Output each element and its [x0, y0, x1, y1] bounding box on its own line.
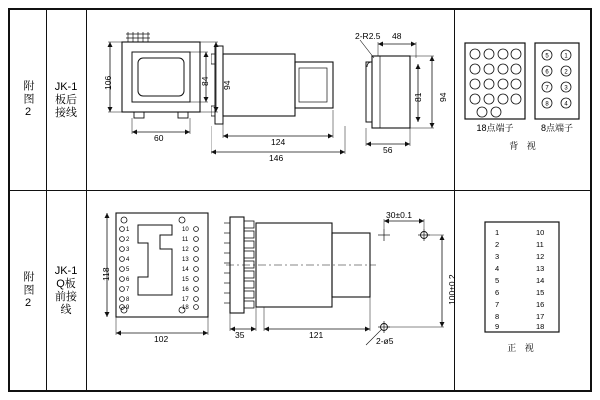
caption-front-view: 正 视: [507, 343, 537, 353]
svg-text:2: 2: [564, 69, 568, 76]
svg-text:3: 3: [126, 247, 130, 253]
svg-text:5: 5: [495, 276, 500, 285]
dim-118: 118: [101, 267, 111, 281]
svg-text:16: 16: [182, 287, 189, 293]
row1-name-text: JK-1板后接线: [54, 80, 78, 119]
svg-text:5: 5: [126, 267, 130, 273]
svg-text:15: 15: [182, 277, 189, 283]
svg-text:18: 18: [536, 322, 545, 331]
svg-text:2: 2: [126, 237, 130, 243]
svg-text:17: 17: [182, 297, 189, 303]
svg-text:7: 7: [495, 300, 500, 309]
svg-text:10: 10: [536, 228, 545, 237]
svg-text:1: 1: [564, 53, 568, 60]
row1-side-label: [10, 10, 46, 190]
svg-text:13: 13: [182, 257, 189, 263]
svg-text:17: 17: [536, 312, 545, 321]
svg-text:1: 1: [495, 228, 500, 237]
svg-text:7: 7: [545, 85, 549, 92]
svg-text:6: 6: [126, 277, 130, 283]
terminal-8-block: [534, 42, 580, 120]
svg-text:8: 8: [495, 312, 500, 321]
svg-text:14: 14: [536, 276, 545, 285]
svg-text:6: 6: [495, 288, 500, 297]
row2-side-label: [10, 191, 46, 390]
svg-text:8: 8: [545, 101, 549, 108]
svg-text:2: 2: [495, 240, 500, 249]
row2-side-label-text: 附图2: [22, 270, 34, 311]
svg-text:10: 10: [182, 227, 189, 233]
jk1q-front-view: [100, 205, 232, 355]
terminal-panel-front: [484, 221, 560, 333]
svg-text:4: 4: [564, 101, 568, 108]
svg-text:12: 12: [182, 247, 189, 253]
svg-text:13: 13: [536, 264, 545, 273]
dim-106: 106: [103, 75, 113, 90]
svg-text:6: 6: [545, 69, 549, 76]
dim-121: 121: [309, 330, 324, 340]
svg-text:5: 5: [545, 53, 549, 60]
dim-30: 30±0.1: [386, 210, 412, 220]
dim-94b: 94: [438, 92, 448, 102]
row1-name: [46, 10, 86, 190]
jk1-cutout-view: [355, 28, 454, 168]
svg-text:9: 9: [126, 305, 130, 311]
dim-100: 100±0.2: [447, 274, 457, 305]
row1-terminal-view: [454, 10, 590, 190]
dim-84: 84: [200, 76, 210, 86]
svg-text:4: 4: [495, 264, 500, 273]
svg-text:3: 3: [564, 85, 568, 92]
dim-102: 102: [154, 334, 169, 344]
label-18-terminals: 18点端子: [476, 123, 514, 133]
svg-text:7: 7: [126, 287, 130, 293]
row1-drawings: [86, 10, 454, 190]
dim-holes: 2-ø5: [376, 336, 394, 346]
svg-text:16: 16: [536, 300, 545, 309]
svg-text:8: 8: [126, 297, 130, 303]
svg-text:1: 1: [126, 227, 130, 233]
svg-text:4: 4: [126, 257, 130, 263]
dim-124: 124: [271, 137, 286, 147]
jk1-side-view: [211, 32, 371, 172]
label-8-terminals: 8点端子: [540, 123, 573, 133]
svg-text:15: 15: [536, 288, 545, 297]
dim-60: 60: [154, 133, 164, 143]
svg-text:11: 11: [536, 240, 544, 249]
row2-name: [46, 191, 86, 390]
dim-81: 81: [413, 92, 423, 102]
dim-35: 35: [235, 330, 245, 340]
jk1q-hole-pattern: [364, 209, 457, 359]
dim-94: 94: [222, 80, 232, 90]
svg-text:12: 12: [536, 252, 545, 261]
row2-name-text: JK-1Q板前接线: [54, 264, 78, 316]
svg-text:9: 9: [495, 322, 500, 331]
row2-drawings: [86, 191, 457, 390]
dim-56: 56: [383, 145, 393, 155]
dim-48: 48: [392, 31, 402, 41]
dim-r25: 2-R2.5: [355, 31, 381, 41]
svg-text:14: 14: [182, 267, 189, 273]
svg-text:18: 18: [182, 305, 189, 311]
terminal-18-block: [464, 42, 526, 120]
svg-text:11: 11: [182, 237, 189, 243]
caption-rear-view: 背 视: [509, 141, 539, 151]
row2-terminal-view: [454, 191, 590, 390]
svg-text:3: 3: [495, 252, 500, 261]
table-frame: [8, 8, 592, 392]
row1-side-label-text: 附图2: [22, 80, 34, 120]
dim-146: 146: [269, 153, 284, 163]
